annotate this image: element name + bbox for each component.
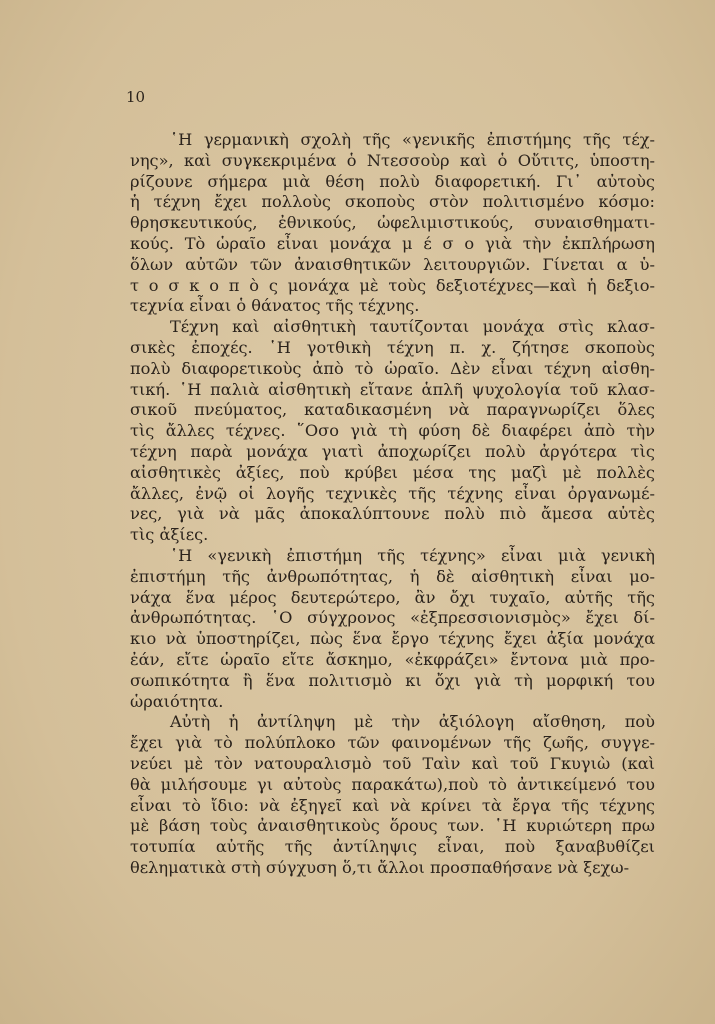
text-line: κιο νὰ ὑποστηρίζει, πὼς ἕνα ἔργο τέχνης ἔχει ἀξία μονάχα [130,629,655,649]
text-line: τεχνία εἶναι ὁ θάνατος τῆς τέχνης. [130,296,420,316]
text-line: τέχνη παρὰ μονάχα γιατὶ ἀποχωρίζει πολὺ ἀργότερα τὶς [130,441,655,461]
text-line: σικοῦ πνεύματος, καταδικασμένη νὰ παραγνωρίζει ὅλες [130,400,655,420]
page-number: 10 [126,88,146,106]
text-line: τὶς ἀξίες. [130,525,209,545]
text-line: σικὲς ἐποχές. ῾Η γοτθικὴ τέχνη π. χ. ζήτησε σκοποὺς [130,337,655,357]
paragraph [130,546,655,712]
text-line: θεληματικὰ στὴ σύγχυση ὅ,τι ἄλλοι προσπαθήσανε νὰ ξεχω- [130,857,630,877]
text-line: πολὺ διαφορετικοὺς ἀπὸ τὸ ὡραῖο. Δὲν εἶναι τέχνη αἰσθη- [130,358,655,378]
paragraph [130,317,655,546]
text-line: ἐάν, εἴτε ὡραῖο εἴτε ἄσκημο, «ἐκφράζει» ἔντονα μιὰ προ- [130,649,655,669]
text-line: μὲ βάση τοὺς ἀναισθητικοὺς ὅρους των. ῾Η κυριώτερη πρω [130,816,655,836]
text-line: νης», καὶ συγκεκριμένα ὁ Ντεσσοὺρ καὶ ὁ Οὔτιτς, ὑποστη- [130,150,655,170]
text-line: Αὐτὴ ἡ ἀντίληψη μὲ τὴν ἀξιόλογη αἴσθηση, ποὺ [170,712,655,732]
text-line: ῾Η γερμανικὴ σχολὴ τῆς «γενικῆς ἐπιστήμης τῆς τέχ- [170,130,655,149]
text-line: εἶναι τὸ ἴδιο: νὰ ἐξηγεῖ καὶ νὰ κρίνει τὰ ἔργα τῆς τέχνης [130,795,655,815]
text-line: νεύει μὲ τὸν νατουραλισμὸ τοῦ Ταὶν καὶ τοῦ Γκυγιὼ (καὶ [130,753,655,773]
text-line: ἔχει γιὰ τὸ πολύπλοκο τῶν φαινομένων τῆς ζωῆς, συγγε- [130,733,655,753]
body-text [130,130,655,879]
text-line: ἀνθρωπότητας. ῾Ο σύγχρονος «ἐξπρεσσιονισμὸς» ἔχει δί- [130,608,655,628]
text-line: νάχα ἕνα μέρος δευτερώτερο, ἂν ὄχι τυχαῖο, αὐτῆς τῆς [130,587,655,607]
paragraph [130,130,655,317]
text-line: ρίζουνε σήμερα μιὰ θέση πολὺ διαφορετική. Γι᾿ αὐτοὺς [130,171,655,191]
text-line: νες, γιὰ νὰ μᾶς ἀποκαλύπτουνε πολὺ πιὸ ἄμεσα αὐτὲς [130,504,655,524]
text-line: τική. ῾Η παλιὰ αἰσθητικὴ εἴτανε ἁπλῆ ψυχολογία τοῦ κλασ- [130,379,655,399]
text-line: κούς. Τὸ ὡραῖο εἶναι μονάχα μ έ σ ο γιὰ τὴν ἐκπλήρωση [130,233,655,253]
text-line: θὰ μιλήσουμε γι αὐτοὺς παρακάτω),ποὺ τὸ ἀντικείμενό του [130,774,655,794]
text-line: αἰσθητικὲς ἀξίες, ποὺ κρύβει μέσα της μαζὶ μὲ πολλὲς [130,462,655,482]
text-line: ἐπιστήμη τῆς ἀνθρωπότητας, ἡ δὲ αἰσθητικὴ εἶναι μο- [130,566,655,586]
text-line: Τέχνη καὶ αἰσθητικὴ ταυτίζονται μονάχα στὶς κλασ- [170,317,655,337]
text-line: σωπικότητα ἢ ἕνα πολιτισμὸ κι ὄχι γιὰ τὴ μορφική του [130,670,655,690]
text-line: τοτυπία αὐτῆς τῆς ἀντίληψις εἶναι, ποὺ ξαναβυθίζει [130,837,655,857]
text-line: τ ο σ κ ο π ὸ ς μονάχα μὲ τοὺς δεξιοτέχνες—καὶ ἡ δεξιο- [130,275,655,295]
text-line: ἡ τέχνη ἔχει πολλοὺς σκοποὺς στὸν πολιτισμένο κόσμο: [130,192,655,212]
paragraph [130,712,655,878]
text-line: τὶς ἄλλες τέχνες. ῞Οσο γιὰ τὴ φύση δὲ διαφέρει ἀπὸ τὴν [130,421,655,441]
text-line: ἄλλες, ἐνῷ οἱ λογῆς τεχνικὲς τῆς τέχνης εἶναι ὀργανωμέ- [130,483,655,503]
text-line: ῾Η «γενικὴ ἐπιστήμη τῆς τέχνης» εἶναι μιὰ γενικὴ [170,545,655,565]
text-line: θρησκευτικούς, ἐθνικούς, ὠφελιμιστικούς, συναισθηματι- [130,213,655,233]
text-line: ὡραιότητα. [130,691,224,711]
text-line: ὅλων αὐτῶν τῶν ἀναισθητικῶν λειτουργιῶν. Γίνεται α ὑ- [130,254,655,274]
